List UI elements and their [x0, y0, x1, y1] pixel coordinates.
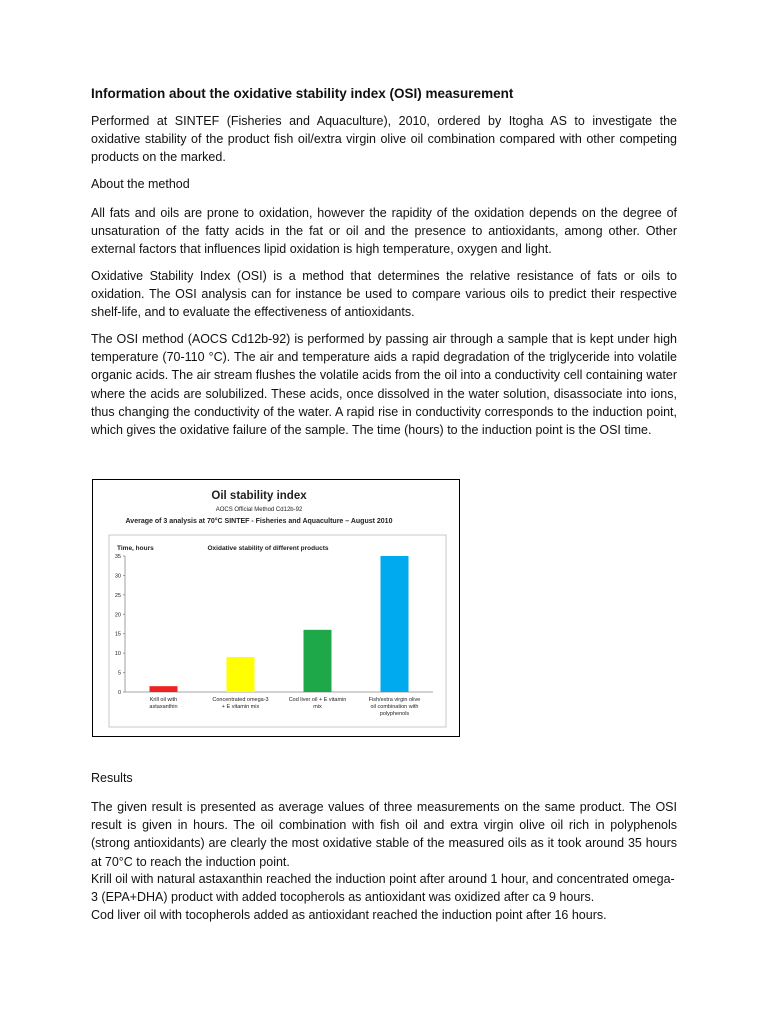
document-title: Information about the oxidative stability index (OSI) measurement: [91, 86, 514, 101]
chart-title: Oil stability index: [211, 490, 307, 502]
bar-1: [150, 686, 178, 692]
x-category-label: Fish/extra virgin olive: [368, 697, 421, 703]
y-tick-label: 0: [117, 690, 121, 696]
method-paragraph-1: All fats and oils are prone to oxidation, however the rapidity of the oxidation depends on the degree of unsaturation of the fatty acids in the fat or oil and the presence to antioxidants, among other. Other external factors that influences lipid oxidation is high temperature, oxygen and light.: [91, 206, 677, 257]
chart-canvas: [93, 480, 459, 736]
x-category-label: Cod liver oil + E vitamin: [288, 697, 347, 703]
y-tick-label: 5: [117, 670, 121, 677]
bar-4: [381, 556, 409, 692]
osi-chart: [92, 479, 460, 737]
y-tick-label: 20: [114, 612, 121, 619]
bar-2: [227, 657, 255, 692]
bar-3: [304, 630, 332, 692]
y-tick-label: 10: [114, 651, 121, 658]
y-tick-label: 30: [114, 573, 121, 580]
x-category-label: mix: [313, 704, 322, 710]
results-paragraph-1: The given result is presented as average values of three measurements on the same product. The OSI result is given in hours. The oil combination with fish oil and extra virgin olive oil rich in polyphenols (strong antioxidants) are clearly the most oxidative stable of the measured oils as it took around 35 hours at 70°C to reach the induction point.: [91, 800, 677, 869]
y-axis-label: Time, hours: [117, 545, 154, 552]
results-paragraph-2: Krill oil with natural astaxanthin reached the induction point after around 1 hour, and concentrated omega-3 (EPA+DHA) product with added tocopherols as antioxidant was oxidized after ca 9 hours.: [91, 872, 675, 905]
y-tick-label: 15: [114, 631, 121, 638]
chart-inner-title: Oxidative stability of different products: [207, 545, 329, 552]
y-tick-label: 35: [114, 554, 121, 560]
x-category-label: + E vitamin mix: [221, 704, 260, 710]
about-method-heading: About the method: [91, 177, 190, 191]
x-category-label: Krill oil with: [149, 697, 178, 703]
y-tick-label: 25: [114, 592, 121, 599]
results-heading: Results: [91, 771, 133, 785]
method-paragraph-3: The OSI method (AOCS Cd12b-92) is performed by passing air through a sample that is kept under high temperature (70-110 °C). The air and temperature aids a rapid degradation of the triglyceride into volatile organic acids. The air stream flushes the volatile acids from the oil into a conductivity cell containing water where the acids are solubilized. These acids, once dissolved in the water solution, disassociate into ions, thus changing the conductivity of the water. A rapid rise in conductivity corresponds to the induction point, which gives the oxidative failure of the sample. The time (hours) to the induction point is the OSI time.: [91, 332, 677, 438]
chart-subtitle: AOCS Official Method Cd12b-92: [215, 507, 303, 513]
x-category-label: Concentrated omega-3: [212, 697, 269, 703]
x-category-label: astaxanthin: [149, 704, 178, 710]
x-category-label: polyphenols: [379, 711, 410, 717]
chart-subtitle-2: Average of 3 analysis at 70°C SINTEF - Fisheries and Aquaculture – August 2010: [125, 518, 393, 525]
results-paragraph-3: Cod liver oil with tocopherols added as antioxidant reached the induction point after 16 hours.: [91, 908, 607, 922]
x-category-label: oil combination with: [370, 704, 419, 710]
intro-paragraph: Performed at SINTEF (Fisheries and Aquaculture), 2010, ordered by Itogha AS to investigate the oxidative stability of the product fish oil/extra virgin olive oil combination compared with other competing products on the marked.: [91, 114, 677, 165]
method-paragraph-2: Oxidative Stability Index (OSI) is a method that determines the relative resistance of fats or oils to oxidation. The OSI analysis can for instance be used to compare various oils to predict their respective shelf-life, and to evaluate the effectiveness of antioxidants.: [91, 269, 677, 320]
